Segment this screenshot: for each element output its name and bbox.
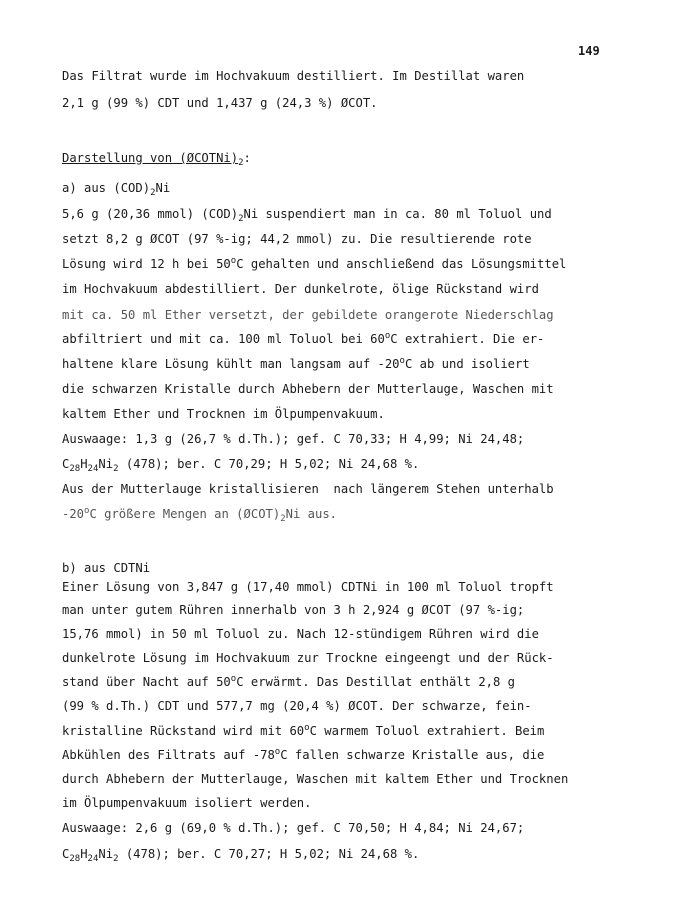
text-run: Aus der Mutterlauge kristallisieren nach längerem Stehen unterhalb bbox=[62, 482, 554, 496]
text-run: 28 bbox=[69, 854, 81, 864]
text-run: C größere Mengen an (ØCOT) bbox=[89, 507, 281, 521]
text-run: man unter gutem Rühren innerhalb von 3 h 2,924 g ØCOT (97 %-ig; bbox=[62, 603, 525, 617]
text-run: stand über Nacht auf 50 bbox=[62, 675, 231, 689]
text-line bbox=[62, 431, 524, 447]
text-run: C gehalten und anschließend das Lösungsmittel bbox=[236, 257, 567, 271]
text-run: Ni bbox=[98, 457, 114, 471]
text-line bbox=[62, 771, 568, 787]
text-run: C extrahiert. Die er- bbox=[390, 332, 545, 346]
text-line bbox=[62, 795, 311, 811]
text-line bbox=[62, 846, 419, 862]
text-line bbox=[62, 180, 170, 196]
text-run: 2 bbox=[150, 188, 156, 198]
text-run: Einer Lösung von 3,847 g (17,40 mmol) CDTNi in 100 ml Toluol tropft bbox=[62, 580, 554, 594]
text-run: C bbox=[62, 457, 70, 471]
text-run: kaltem Ether und Trocknen im Ölpumpenvakuum. bbox=[62, 407, 385, 421]
text-run: o bbox=[230, 256, 237, 266]
text-line bbox=[62, 381, 554, 397]
text-run: a) aus (COD) bbox=[62, 181, 151, 195]
text-run: o bbox=[399, 356, 405, 366]
text-line bbox=[62, 68, 524, 84]
text-run: C warmem Toluol extrahiert. Beim bbox=[309, 724, 545, 738]
text-run: H bbox=[80, 457, 88, 471]
text-line bbox=[62, 560, 150, 576]
text-line bbox=[62, 674, 515, 690]
text-run: (478); ber. C 70,27; H 5,02; Ni 24,68 %. bbox=[118, 847, 420, 861]
text-line bbox=[62, 506, 337, 522]
text-run: Ni bbox=[98, 847, 114, 861]
text-line bbox=[62, 356, 530, 372]
text-run: o bbox=[84, 506, 90, 516]
text-run: o bbox=[230, 674, 237, 684]
text-run: (478); ber. C 70,29; H 5,02; Ni 24,68 %. bbox=[118, 457, 420, 471]
text-line bbox=[62, 150, 251, 166]
text-line bbox=[62, 256, 566, 272]
text-run: durch Abhebern der Mutterlauge, Waschen mit kaltem Ether und Trocknen bbox=[62, 772, 569, 786]
text-run: (99 % d.Th.) CDT und 577,7 mg (20,4 %) ØCOT. Der schwarze, fein- bbox=[62, 699, 532, 713]
text-run: Lösung wird 12 h bei 50 bbox=[62, 257, 231, 271]
text-line bbox=[62, 579, 554, 595]
text-run: haltene klare Lösung kühlt man langsam auf -20 bbox=[62, 357, 400, 371]
text-run: im Ölpumpenvakuum isoliert werden. bbox=[62, 796, 312, 810]
text-line bbox=[62, 698, 532, 714]
page-number: 149 bbox=[578, 44, 600, 58]
text-run: abfiltriert und mit ca. 100 ml Toluol bei 60 bbox=[62, 332, 385, 346]
text-run: C bbox=[62, 847, 70, 861]
text-run: 2 bbox=[113, 854, 119, 864]
text-run: Auswaage: 1,3 g (26,7 % d.Th.); gef. C 70,33; H 4,99; Ni 24,48; bbox=[62, 432, 525, 446]
text-run: dunkelrote Lösung im Hochvakuum zur Trockne eingeengt und der Rück- bbox=[62, 651, 554, 665]
text-line bbox=[62, 747, 544, 763]
text-run: b) aus CDTNi bbox=[62, 561, 151, 575]
text-run: o bbox=[384, 331, 391, 341]
text-run: C fallen schwarze Kristalle aus, die bbox=[280, 748, 545, 762]
text-run: 15,76 mmol) in 50 ml Toluol zu. Nach 12-stündigem Rühren wird die bbox=[62, 627, 539, 641]
text-run: kristalline Rückstand wird mit 60 bbox=[62, 724, 305, 738]
text-run: Ni aus. bbox=[285, 507, 338, 521]
text-run: Darstellung von (ØCOTNi) bbox=[62, 151, 239, 165]
text-line bbox=[62, 650, 554, 666]
text-run: : bbox=[243, 151, 251, 165]
text-line bbox=[62, 331, 544, 347]
text-run: 2 bbox=[280, 514, 286, 524]
text-line bbox=[62, 723, 544, 739]
text-line bbox=[62, 206, 552, 222]
text-run: o bbox=[304, 723, 310, 733]
text-run: 5,6 g (20,36 mmol) (COD) bbox=[62, 207, 239, 221]
text-run: 2 bbox=[113, 464, 119, 474]
text-line bbox=[62, 406, 385, 422]
text-line bbox=[62, 307, 554, 323]
text-run: 2 bbox=[238, 214, 244, 224]
text-line bbox=[62, 456, 419, 472]
text-run: 28 bbox=[69, 464, 81, 474]
text-run: -20 bbox=[62, 507, 85, 521]
text-run: Ni suspendiert man in ca. 80 ml Toluol und bbox=[243, 207, 552, 221]
text-run: die schwarzen Kristalle durch Abhebern der Mutterlauge, Waschen mit bbox=[62, 382, 554, 396]
text-run: mit ca. 50 ml Ether versetzt, der gebildete orangerote Niederschlag bbox=[62, 308, 554, 322]
text-run: Das Filtrat wurde im Hochvakuum destilliert. Im Destillat waren bbox=[62, 69, 525, 83]
text-line bbox=[62, 481, 554, 497]
text-run: Auswaage: 2,6 g (69,0 % d.Th.); gef. C 70,50; H 4,84; Ni 24,67; bbox=[62, 821, 525, 835]
text-run: 2 bbox=[238, 158, 244, 168]
text-line bbox=[62, 602, 524, 618]
text-line bbox=[62, 231, 532, 247]
text-line bbox=[62, 626, 539, 642]
text-line bbox=[62, 281, 539, 297]
text-run: o bbox=[274, 747, 281, 757]
text-run: C ab und isoliert bbox=[404, 357, 530, 371]
text-run: Ni bbox=[155, 181, 171, 195]
text-line bbox=[62, 820, 524, 836]
text-run: H bbox=[80, 847, 88, 861]
text-line bbox=[62, 95, 378, 111]
text-run: Abkühlen des Filtrats auf -78 bbox=[62, 748, 275, 762]
text-run: 2,1 g (99 %) CDT und 1,437 g (24,3 %) ØCOT. bbox=[62, 96, 378, 110]
text-run: 24 bbox=[87, 854, 99, 864]
text-run: setzt 8,2 g ØCOT (97 %-ig; 44,2 mmol) zu. Die resultierende rote bbox=[62, 232, 532, 246]
text-run: C erwärmt. Das Destillat enthält 2,8 g bbox=[236, 675, 516, 689]
text-run: im Hochvakuum abdestilliert. Der dunkelrote, ölige Rückstand wird bbox=[62, 282, 539, 296]
text-run: 24 bbox=[87, 464, 99, 474]
